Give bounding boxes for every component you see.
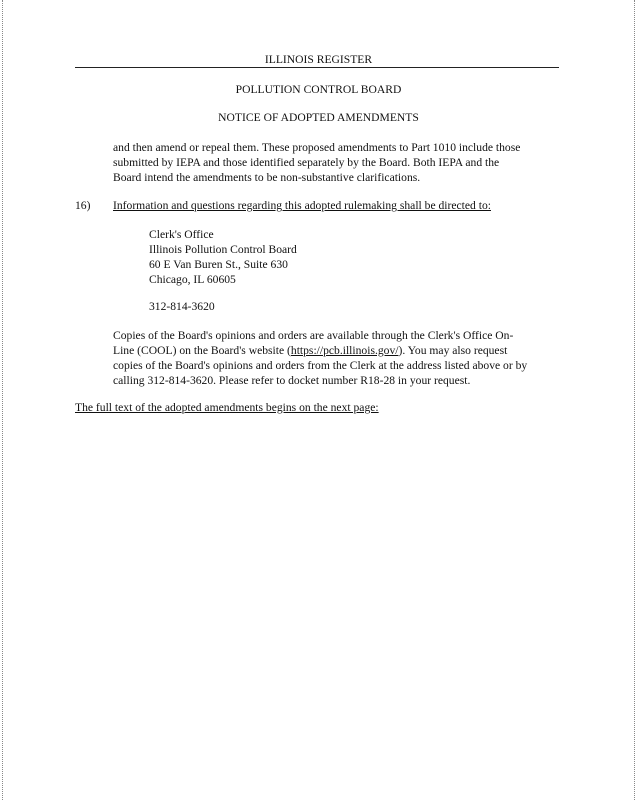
intro-line: submitted by IEPA and those identified separately by the Board. Both IEPA and the	[113, 156, 500, 169]
address-org: Illinois Pollution Control Board	[149, 243, 297, 256]
item-heading: Information and questions regarding this adopted rulemaking shall be directed to:	[113, 199, 491, 212]
board-website-link[interactable]: https://pcb.illinois.gov/	[290, 344, 399, 357]
phone-number: 312-814-3620	[149, 300, 215, 313]
copies-paragraph	[113, 328, 527, 388]
intro-paragraph	[113, 140, 520, 185]
copies-line: copies of the Board's opinions and orders from the Clerk at the address listed above or by	[113, 359, 528, 372]
address-block	[149, 227, 297, 287]
address-office: Clerk's Office	[149, 228, 214, 241]
intro-line: and then amend or repeal them. These proposed amendments to Part 1010 include those	[113, 141, 521, 154]
copies-line: calling 312-814-3620. Please refer to docket number R18-28 in your request.	[113, 374, 471, 387]
notice-title: NOTICE OF ADOPTED AMENDMENTS	[218, 111, 419, 124]
copies-line: Copies of the Board's opinions and orders are available through the Clerk's Office On-	[113, 329, 514, 342]
copies-line2-pre: Line (COOL) on the Board's website (	[113, 344, 291, 357]
register-title: ILLINOIS REGISTER	[264, 53, 373, 66]
item-number: 16)	[75, 199, 91, 212]
closing-line: The full text of the adopted amendments begins on the next page:	[75, 401, 379, 414]
address-city: Chicago, IL 60605	[149, 273, 236, 286]
copies-line	[113, 343, 527, 358]
copies-line2-post: ). You may also request	[398, 344, 508, 357]
address-street: 60 E Van Buren St., Suite 630	[149, 258, 288, 271]
board-name: POLLUTION CONTROL BOARD	[235, 83, 402, 96]
intro-line: Board intend the amendments to be non-substantive clarifications.	[113, 171, 421, 184]
header-rule	[75, 67, 559, 68]
